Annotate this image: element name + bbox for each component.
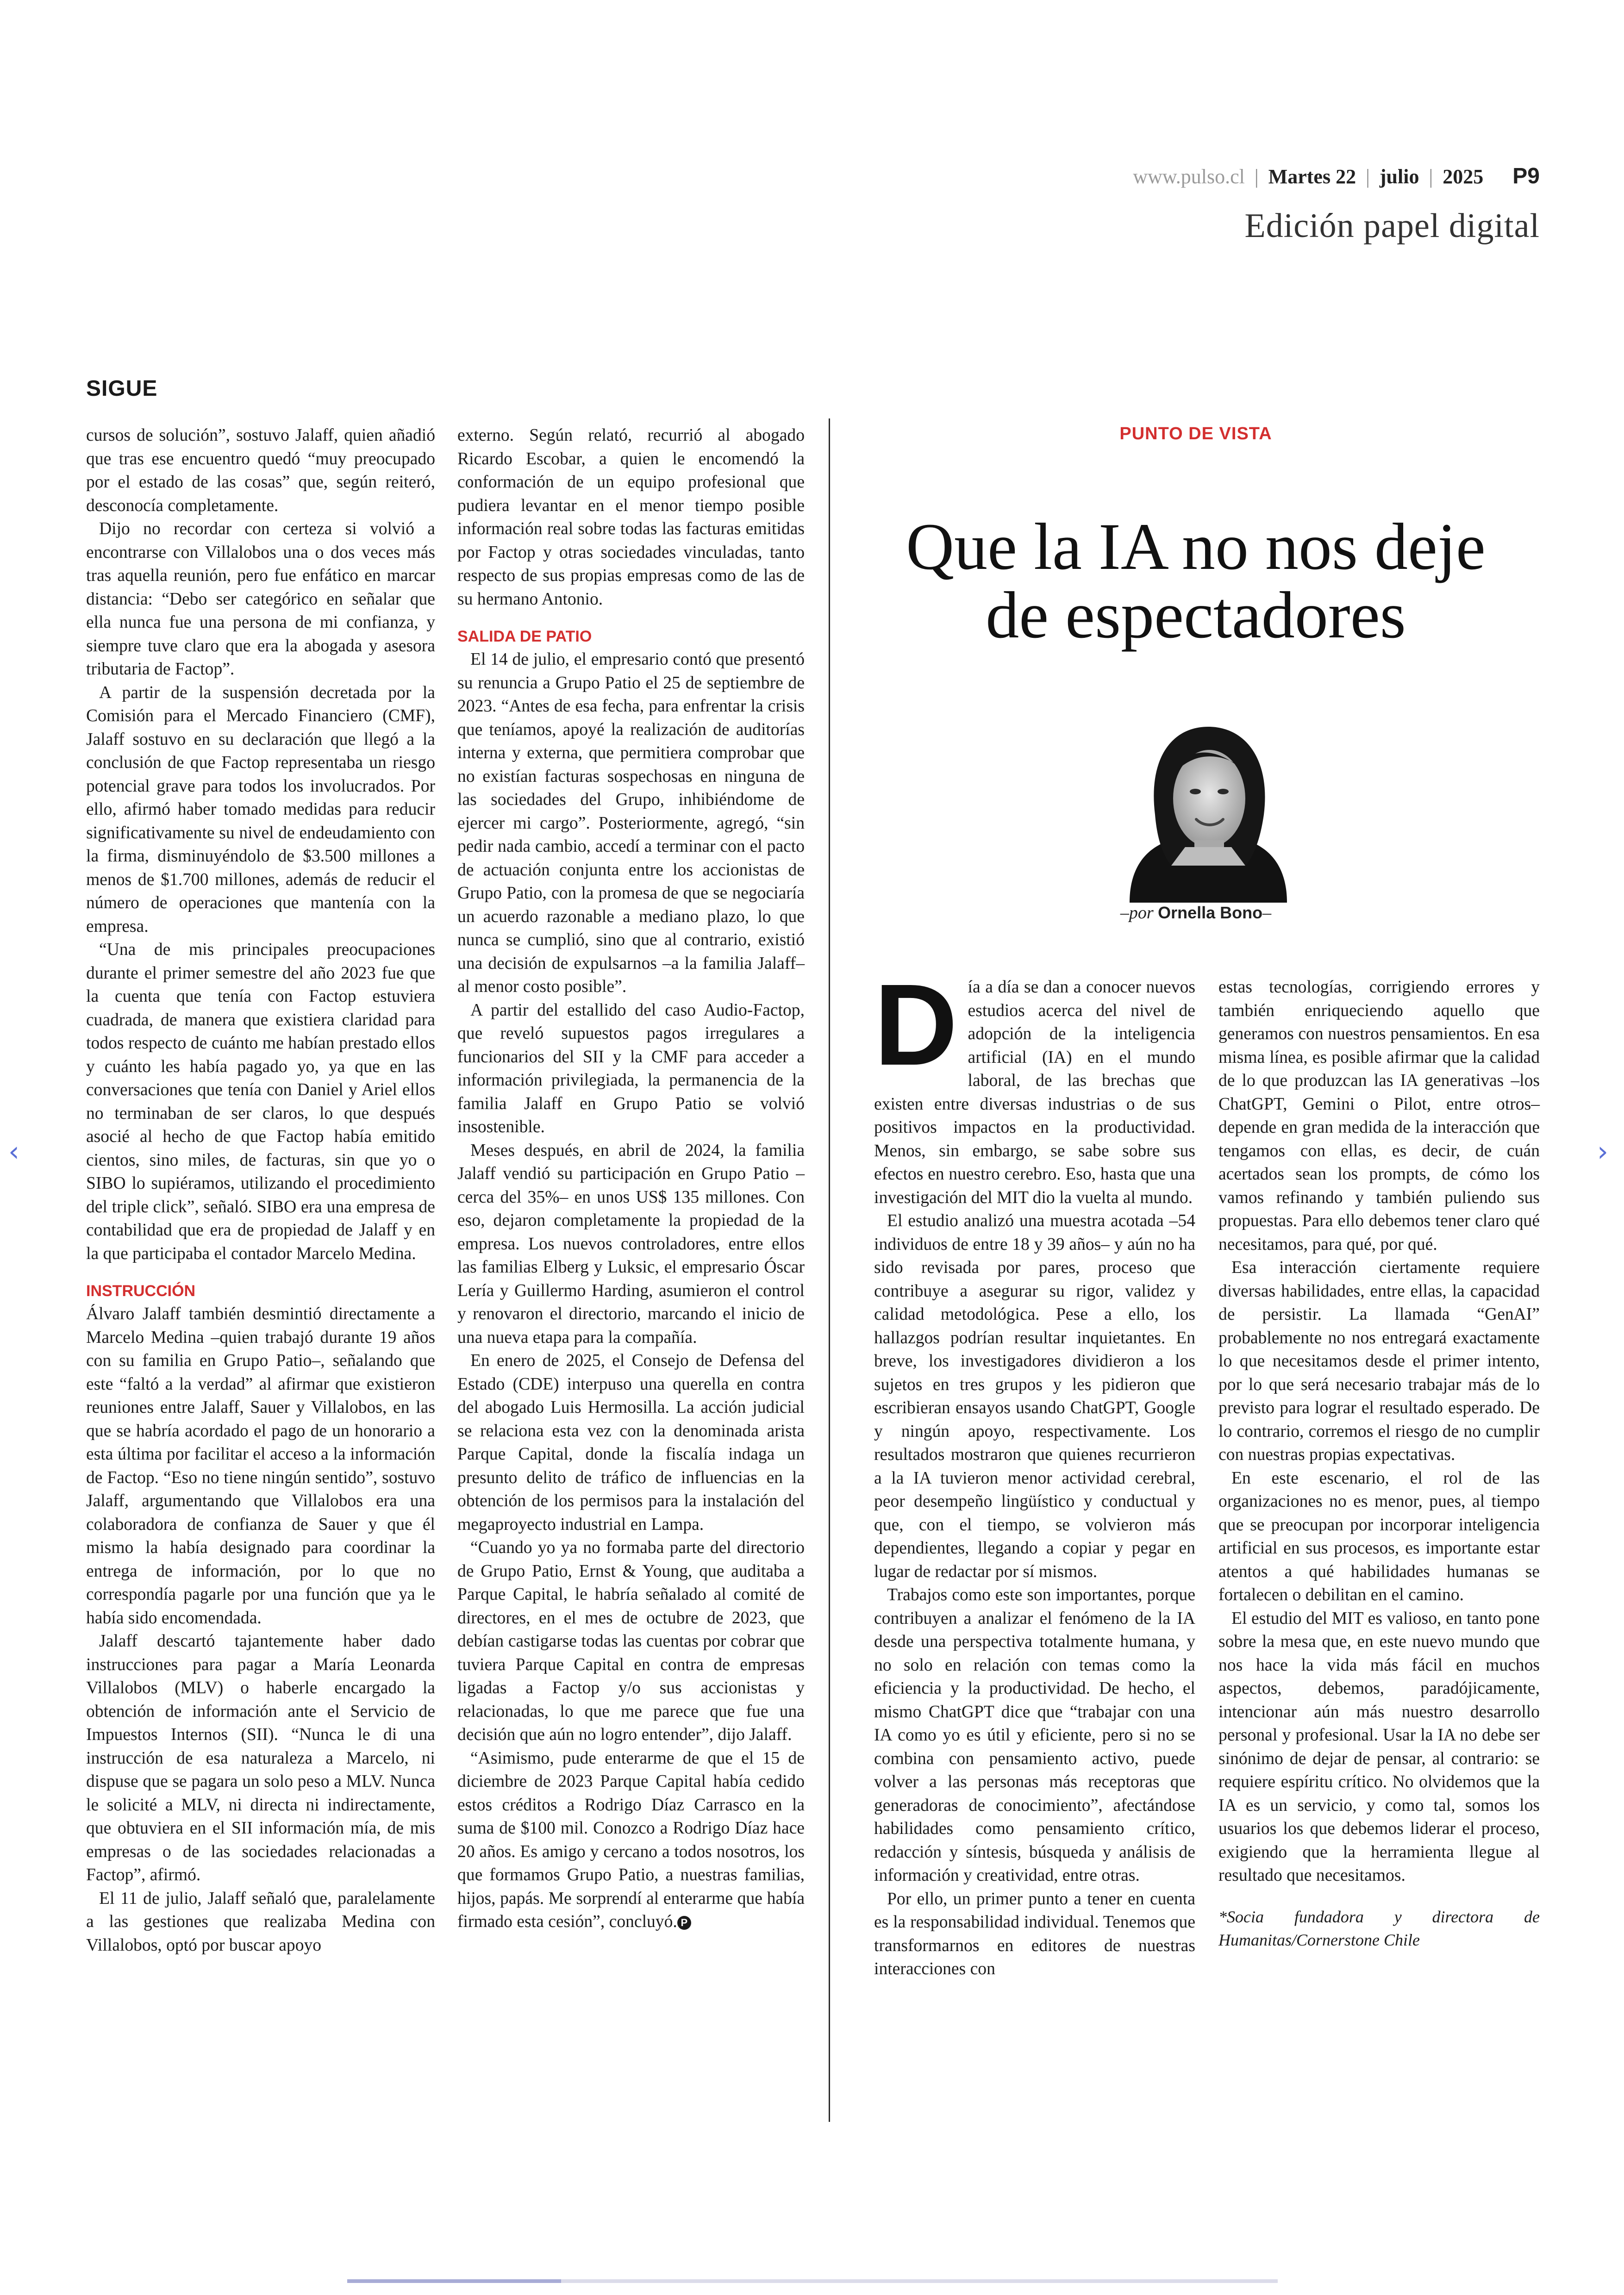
date-month: julio (1379, 165, 1419, 188)
author-footnote (1218, 1905, 1540, 1952)
article-column-1 (86, 424, 435, 1957)
paragraph (1218, 976, 1540, 1256)
paragraph (86, 1887, 435, 1958)
paragraph-text: Jalaff descartó tajantemente haber dado instrucciones para pagar a María Leonarda Villalobos (MLV) o haberle encargado la obtención de información ante el Servicio de Impuestos Internos (SII). “Nunca le di una instrucción de esa naturaleza a Marcelo, ni dispuse que se pagara un solo peso a MLV. Nunca le solicité a MLV, ni directa ni indirectamente, que obtuviera en el SII información mía, de mis empresas o de las sociedades relacionadas a Factop”, afirmó. (86, 1632, 435, 1884)
paragraph-text: SALIDA DE PATIO (457, 628, 592, 645)
paragraph-text: “Una de mis principales preocupaciones durante el primer semestre del año 2023 fue que la cuenta que tenía con Factop estuviera cuadrada, de manera que existiera claridad para todos respecto de cuánto me habían prestado ellos y cuánto les había pagado yo, ya que en las conversaciones que tenía con Daniel y Ariel ellos no terminaban de ser claros, lo que después asocié al hecho de que Factop había emitido cientos, sino miles, de facturas, sin que yo o SIBO lo supiéramos, utilizando el procedimiento del triple click”, señaló. SIBO era una empresa de contabilidad que era de propiedad de Jalaff y en la que participaba el contador Marcelo Medina. (86, 940, 435, 1263)
paragraph-text: Esa interacción ciertamente requiere diversas habilidades, entre ellas, la capacidad de persistir. La llamada “GenAI” probablemente no nos entregará exactamente lo que necesitamos desde el primer intento, por lo que será necesario trabajar más de lo previsto para lograr el resultado esperado. De lo contrario, corremos el riesgo de no cumplir con nuestras propias expectativas. (1218, 1258, 1540, 1464)
opinion-headline (852, 510, 1540, 653)
separator: | (1254, 165, 1259, 188)
headline-line-1: Que la IA no nos deje (906, 510, 1486, 584)
paragraph-text: ía a día se dan a conocer nuevos estudios acerca del nivel de adopción de la inteligencia artificial (IA) en el mundo laboral, de las brechas que existen entre diversas industrias o de sus positivos impactos en la productividad. Menos, sin embargo, se sabe sobre sus efectos en nuestro cerebro. Eso, hasta que una investigación del MIT dio la vuelta al mundo. (874, 978, 1195, 1207)
subheading (457, 625, 805, 648)
paragraph-text: El estudio del MIT es valioso, en tanto pone sobre la mesa que, en este nuevo mundo que nos hace la vida más fácil en muchos aspectos, debemos, paradójicamente, intencionar aún más nuestro desarrollo personal y profesional. Usar la IA no debe ser sinónimo de dejar de pensar, al contrario: se requiere espíritu crítico. No olvidemos que la IA es un servicio, y como tal, somos los usuarios los que debemos liderar el proceso, exigiendo que la herramienta llegue al resultado que necesitamos. (1218, 1609, 1540, 1885)
paragraph (457, 1139, 805, 1350)
paragraph-text: Dijo no recordar con certeza si volvió a encontrarse con Villalobos una o dos veces más tras aquella reunión, pero fue enfático en marcar distancia: “Debo ser categórico en señalar que ella nunca fue una persona de mi confianza, y siempre tuve claro que era la abogada y asesora tributaria de Factop”. (86, 519, 435, 679)
paragraph-text: El 14 de julio, el empresario contó que presentó su renuncia a Grupo Patio el 25 de septiembre de 2023. “Antes de esa fecha, para enfrentar la crisis que teníamos, apoyé la realización de auditorías interna y externa, que permitiera comprobar que no existían facturas sospechosas en ninguna de las sociedades del Grupo, inhibiéndome de ejercer mi cargo”. Posteriormente, agregó, “sin pedir nada cambio, accedí a terminar con el pacto de actuación conjunta entre los accionistas de Grupo Patio, con la promesa de que se negociaría un acuerdo razonable a mediano plazo, lo que nunca se cumplió, sino que al contrario, existió una decisión de expulsarnos –a la familia Jalaff– al menor costo posible”. (457, 650, 805, 996)
chevron-right-icon[interactable]: › (1597, 1135, 1608, 1168)
paragraph (457, 1536, 805, 1747)
drop-cap: D (874, 960, 958, 1089)
paragraph (86, 938, 435, 1266)
paragraph (457, 424, 805, 611)
paragraph (86, 681, 435, 939)
paragraph-text: Trabajos como este son importantes, porque contribuyen a analizar el fenómeno de la IA desde una perspectiva totalmente humana, y no solo en relación con temas como la eficiencia y la productividad. De hecho, el mismo ChatGPT dice que “trabajar con una IA como yo es útil y eficiente, pero si no se combina con pensamiento activo, puede volver a las personas más receptoras que generadoras de conocimiento”, afectándose habilidades como pensamiento crítico, redacción y síntesis, búsqueda y análisis de información y creatividad, entre otras. (874, 1585, 1195, 1885)
opinion-column-2 (1218, 976, 1540, 1952)
paragraph-text: “Asimismo, pude enterarme de que el 15 de diciembre de 2023 Parque Capital había cedido estos créditos a Rodrigo Díaz Carrasco en la suma de $100 mil. Conozco a Rodrigo Díaz hace 20 años. Es amigo y cercano a todos nosotros, los que formamos Grupo Patio, a nuestras familias, hijos, papás. Me sorprendí al enterarme que había firmado esta cesión”, concluyó. (457, 1748, 805, 1931)
chevron-left-icon[interactable]: ‹ (8, 1135, 19, 1168)
paragraph (874, 1888, 1195, 1981)
paragraph (1218, 1607, 1540, 1888)
paragraph (874, 960, 1195, 1210)
paragraph (457, 1747, 805, 1934)
headline-line-2: de espectadores (986, 579, 1406, 653)
paragraph (874, 1584, 1195, 1888)
separator: | (1429, 165, 1433, 188)
subheading (86, 1279, 435, 1303)
paragraph-text: A partir de la suspensión decretada por la Comisión para el Mercado Financiero (CMF), Jalaff sostuvo en su declaración que llegó a la conclusión de que Factop representaba un riesgo potencial grave para todos los involucrados. Por ello, afirmó haber tomado medidas para reducir significativamente su nivel de endeudamiento con la firma, disminuyéndolo de $3.500 millones a menos de $1.700 millones, además de reducir el número de operaciones que mantenía con la empresa. (86, 683, 435, 936)
paragraph-text: Meses después, en abril de 2024, la familia Jalaff vendió su participación en Grupo Patio –cerca del 35%– en unos US$ 135 millones. Con eso, dejaron completamente la propiedad de la empresa. Los nuevos controladores, entre ellos las familias Elberg y Luksic, el empresario Óscar Lería y Guillermo Harding, asumieron el control y renovaron el directorio, marcando el inicio de una nueva etapa para la compañía. (457, 1141, 805, 1347)
separator: | (1366, 165, 1370, 188)
author-portrait (1111, 708, 1305, 903)
paragraph (1218, 1256, 1540, 1467)
site-url[interactable]: www.pulso.cl (1133, 165, 1245, 188)
header-dateline (1133, 160, 1540, 193)
paragraph (457, 1349, 805, 1536)
page-number: P9 (1512, 164, 1540, 188)
date-weekday: Martes 22 (1268, 165, 1356, 188)
paragraph-text: El estudio analizó una muestra acotada –54 individuos de entre 18 y 39 años– y aún no ha sido revisada por pares, proceso que contribuye a asegurar su rigor, validez y calidad metodológica. Pese a ello, los hallazgos podrían resultar inquietantes. En breve, los investigadores dividieron a los sujetos en tres grupos y les pidieron que escribieran ensayos usando ChatGPT, Google y ningún apoyo, respectivamente. Los resultados mostraron que quienes recurrieron a la IA tuvieron menor actividad cerebral, peor desempeño lingüístico y conductual y que, con el tiempo, se volvieron más dependientes, llegando a copiar y pegar en lugar de redactar por sí mismos. (874, 1211, 1195, 1581)
paragraph-text: A partir del estallido del caso Audio-Factop, que reveló supuestos pagos irregulares a funcionarios del SII y la CMF para acceder a información privilegiada, la permanencia de la familia Jalaff en Grupo Patio se volvió insostenible. (457, 1000, 805, 1136)
opinion-kicker: PUNTO DE VISTA (1119, 424, 1272, 443)
section-kicker: SIGUE (86, 376, 158, 401)
paragraph-text: *Socia fundadora y directora de Humanitas/Cornerstone Chile (1218, 1907, 1540, 1949)
byline-author: Ornella Bono (1158, 903, 1263, 922)
opinion-column-1 (874, 960, 1195, 1981)
paragraph-text: Álvaro Jalaff también desmintió directamente a Marcelo Medina –quien trabajó durante 19 años con su familia en Grupo Patio–, señalando que este “faltó a la verdad” al afirmar que existieron reuniones entre Jalaff, Sauer y Villalobos, en las que se habría acordado el pago de un honorario a esta última por facilitar el acceso a la información de Factop. “Eso no tiene ningún sentido”, sostuvo Jalaff, argumentando que Villalobos era una colaboradora de confianza de Sauer y que él mismo la había designado para coordinar la entrega de información, por lo que no correspondía pagarle por una función que ya le había sido encomendada. (86, 1304, 435, 1628)
paragraph (86, 518, 435, 681)
paragraph (457, 999, 805, 1139)
paragraph-text: “Cuando yo ya no formaba parte del directorio de Grupo Patio, Ernst & Young, que auditaba a Parque Capital, le habría señalado al comité de directores, en el mes de octubre de 2023, que debían castigarse todas las cuentas por cobrar que tuviera Parque Capital en contra de empresas ligadas a Factop y/o sus accionistas y relacionadas, lo que me parece que fue una decisión que aún no logro entender”, dijo Jalaff. (457, 1538, 805, 1744)
paragraph-text: En enero de 2025, el Consejo de Defensa del Estado (CDE) interpuso una querella en contra del abogado Luis Hermosilla. La acción judicial se relaciona esta vez con la denominada arista Parque Capital, donde la fiscalía indaga un presunto delito de tráfico de influencias en la obtención de los permisos para la instalación del megaproyecto industrial en Lampa. (457, 1351, 805, 1534)
paragraph (457, 648, 805, 999)
paragraph-text: El 11 de julio, Jalaff señaló que, paralelamente a las gestiones que realizaba Medina con Villalobos, optó por buscar apoyo (86, 1889, 435, 1955)
article-column-2 (457, 424, 805, 1934)
paragraph (86, 1303, 435, 1630)
edition-label: Edición papel digital (1244, 207, 1540, 245)
date-year: 2025 (1443, 165, 1484, 188)
paragraph-text: Por ello, un primer punto a tener en cuenta es la responsabilidad individual. Tenemos que transformarnos en editores de nuestras interacciones con (874, 1889, 1195, 1978)
paragraph (86, 1630, 435, 1887)
paragraph (86, 424, 435, 518)
horizontal-scrollbar-thumb[interactable] (347, 2279, 561, 2283)
column-divider (829, 418, 830, 2122)
paragraph-text: externo. Según relató, recurrió al abogado Ricardo Escobar, a quien le encomendó la conformación de un equipo profesional que pudiera levantar en el menor tiempo posible información real sobre todas las facturas emitidas por Factop y otras sociedades vinculadas, tanto respecto de sus propias empresas como de las de su hermano Antonio. (457, 426, 805, 609)
paragraph (874, 1210, 1195, 1584)
paragraph-text: estas tecnologías, corrigiendo errores y también enriqueciendo aquello que generamos con nuestros pensamientos. En esa misma línea, es posible afirmar que la calidad de lo que produzcan las IA generativas –los ChatGPT, Gemini o Pilot, entre otros– depende en gran medida de la interacción que tengamos con ellas, es decir, de cuán acertados sean los prompts, de cómo los vamos refinando y también puliendo sus propuestas. Para ello debemos tener claro qué necesitamos, para qué, por qué. (1218, 978, 1540, 1254)
paragraph-text: INSTRUCCIÓN (86, 1282, 196, 1300)
byline-suffix: – (1262, 903, 1272, 923)
paragraph-text: cursos de solución”, sostuvo Jalaff, quien añadió que tras ese encuentro quedó “muy preocupado por el estado de las cosas” que, según reiteró, desconocía completamente. (86, 426, 435, 515)
paragraph-text: En este escenario, el rol de las organizaciones no es menor, pues, al tiempo que se preocupan por incorporar inteligencia artificial en sus procesos, es importante estar atentos a qué habilidades humanas se fortalecen o debilitan en el camino. (1218, 1468, 1540, 1604)
opinion-byline (852, 903, 1540, 923)
pulso-end-logo: P (677, 1916, 691, 1930)
byline-prefix: –por (1120, 903, 1154, 923)
paragraph (1218, 1467, 1540, 1607)
